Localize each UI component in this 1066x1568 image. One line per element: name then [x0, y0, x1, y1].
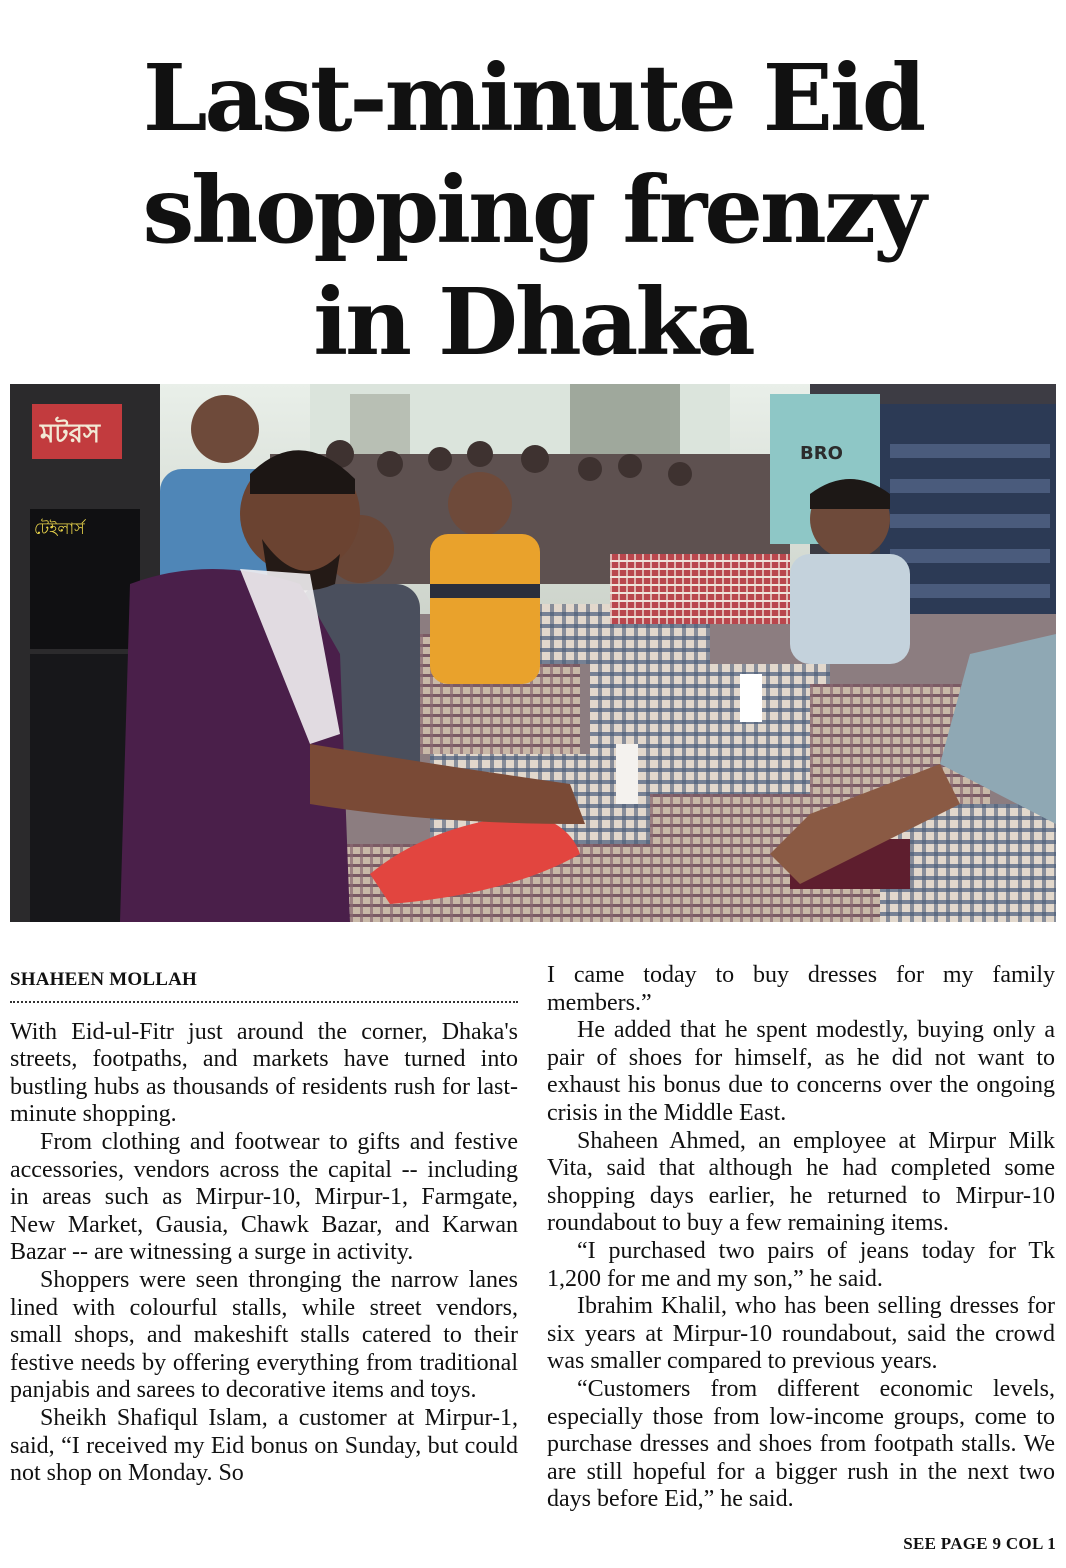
byline: SHAHEEN MOLLAH: [10, 960, 518, 1003]
paragraph: “Customers from different economic levels, especially those from low-income groups, come to purchase dresses and shoes from footpath stalls. We are still hopeful for a bigger rush in the next two days before Eid,” he said.: [547, 1375, 1055, 1513]
headline: [0, 42, 1066, 378]
paragraph: Ibrahim Khalil, who has been selling dresses for six years at Mirpur-10 roundabout, said the crowd was smaller compared to previous years.: [547, 1293, 1055, 1375]
news-photo: [10, 384, 1056, 922]
headline-line-2: shopping frenzy: [142, 156, 924, 264]
paragraph: He added that he spent modestly, buying only a pair of shoes for himself, as he did not want to exhaust his bonus due to concerns over the ongoing crisis in the Middle East.: [547, 1017, 1055, 1126]
article-column-right: [547, 962, 1055, 1514]
headline-line-1: Last-minute Eid: [142, 44, 924, 152]
article-column-left: [10, 960, 518, 1488]
paragraph: I came today to buy dresses for my family members.”: [547, 962, 1055, 1016]
market-scene-illustration: [10, 384, 1056, 922]
paragraph: Sheikh Shafiqul Islam, a customer at Mirpur-1, said, “I received my Eid bonus on Sunday, but could not shop on Monday. So: [10, 1404, 518, 1487]
paragraph: With Eid-ul-Fitr just around the corner, Dhaka's streets, footpaths, and markets have turned into bustling hubs as thousands of residents rush for last-minute shopping.: [10, 1018, 518, 1128]
shirt-print-text: BRO: [800, 443, 843, 464]
paragraph: From clothing and footwear to gifts and festive accessories, vendors across the capital -- including in areas such as Mirpur-10, Mirpur-1, Farmgate, New Market, Gausia, Chawk Bazar, and Karwan Bazar -- are witnessing a surge in activity.: [10, 1128, 518, 1266]
shop-sign-text-2: টেইলার্স: [34, 519, 85, 538]
shop-sign-text: মটরস: [40, 419, 101, 449]
headline-line-3: in Dhaka: [313, 268, 753, 376]
paragraph: Shoppers were seen thronging the narrow lanes lined with colourful stalls, while street vendors, small shops, and makeshift stalls catered to their festive needs by offering everything from traditional panjabis and sarees to decorative items and toys.: [10, 1266, 518, 1404]
paragraph: Shaheen Ahmed, an employee at Mirpur Milk Vita, said that although he had completed some shopping days earlier, he returned to Mirpur-10 roundabout to buy a few remaining items.: [547, 1127, 1055, 1237]
paragraph: “I purchased two pairs of jeans today for Tk 1,200 for me and my son,” he said.: [547, 1237, 1055, 1292]
continued-on-page[interactable]: SEE PAGE 9 COL 1: [903, 1534, 1056, 1553]
